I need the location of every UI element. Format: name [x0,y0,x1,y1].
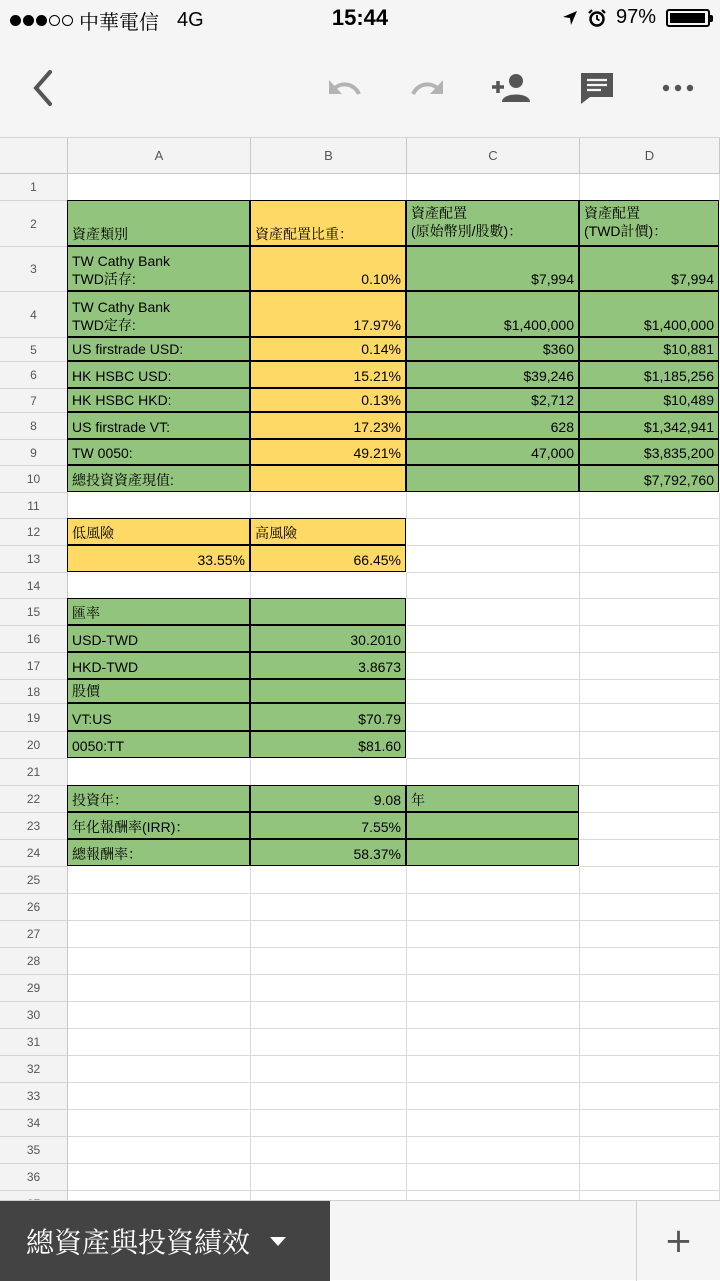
cell-b34[interactable] [251,1110,407,1137]
row-header-17[interactable]: 17 [0,653,68,680]
row-header-35[interactable]: 35 [0,1137,68,1164]
cell-a23[interactable]: 年化報酬率(IRR)： [67,812,250,839]
cell-c9[interactable]: 47,000 [406,439,579,465]
row-header-2[interactable]: 2 [0,201,68,247]
row-header-34[interactable]: 34 [0,1110,68,1137]
cell-c10[interactable] [406,465,579,492]
cell-d19[interactable] [580,704,720,732]
cell-c16[interactable] [407,626,580,653]
cell-a35[interactable] [68,1137,251,1164]
cell-d29[interactable] [580,975,720,1002]
cell-c5[interactable]: $360 [406,337,579,361]
cell-c20[interactable] [407,732,580,759]
active-sheet-tab[interactable] [0,1201,330,1281]
alarm-clock-icon [588,9,606,27]
clock: 15:44 [331,5,389,30]
cell-c34[interactable] [407,1110,580,1137]
row-header-5[interactable]: 5 [0,338,68,362]
row-header-21[interactable]: 21 [0,759,68,786]
redo-button[interactable] [402,58,452,118]
more-options-button[interactable] [652,58,704,118]
cell-a20[interactable]: 0050:TT [67,731,250,758]
row-header-29[interactable]: 29 [0,975,68,1002]
cell-b18[interactable] [250,679,406,703]
cell-a16[interactable]: USD-TWD [67,625,250,652]
cell-a24[interactable]: 總報酬率： [67,839,250,866]
row-header-32[interactable]: 32 [0,1056,68,1083]
cell-c33[interactable] [407,1083,580,1110]
cell-d20[interactable] [580,732,720,759]
row-header-28[interactable]: 28 [0,948,68,975]
comment-icon [578,70,616,106]
cell-b6[interactable]: 15.21% [250,361,406,388]
status-right [562,6,710,29]
cell-a25[interactable] [68,867,251,894]
cell-c7[interactable]: $2,712 [406,388,579,412]
cell-d31[interactable] [580,1029,720,1056]
cell-c21[interactable] [407,759,580,786]
cell-a30[interactable] [68,1002,251,1029]
cell-a27[interactable] [68,921,251,948]
cell-d21[interactable] [580,759,720,786]
cell-d5[interactable]: $10,881 [579,337,719,361]
cell-b20[interactable]: $81.60 [250,731,406,758]
cell-b12[interactable]: 高風險 [250,518,406,545]
cell-b15[interactable] [250,598,406,625]
cell-b25[interactable] [251,867,407,894]
row-header-33[interactable]: 33 [0,1083,68,1110]
status-bar [0,0,720,38]
row-header-11[interactable]: 11 [0,493,68,519]
cell-b33[interactable] [251,1083,407,1110]
cell-a29[interactable] [68,975,251,1002]
column-header-c[interactable]: C [407,138,580,174]
cell-d26[interactable] [580,894,720,921]
cell-c1[interactable] [407,174,580,201]
battery-icon [666,9,710,27]
column-header-d[interactable]: D [580,138,720,174]
cell-c8[interactable]: 628 [406,412,579,439]
undo-icon [325,76,365,100]
row-header-31[interactable]: 31 [0,1029,68,1056]
cell-b21[interactable] [251,759,407,786]
cell-a8[interactable]: US firstrade VT: [67,412,250,439]
row-header-10[interactable]: 10 [0,466,68,493]
row-header-1[interactable]: 1 [0,174,68,201]
add-person-icon [490,72,532,104]
cell-c19[interactable] [407,704,580,732]
row-header-13[interactable]: 13 [0,546,68,573]
cell-b7[interactable]: 0.13% [250,388,406,412]
cell-c23[interactable] [406,812,579,839]
cell-d24[interactable] [580,840,720,867]
cell-c26[interactable] [407,894,580,921]
header-asset-type[interactable]: 資產類別 [67,200,250,246]
cell-c35[interactable] [407,1137,580,1164]
cell-a1[interactable] [68,174,251,201]
row-header-16[interactable]: 16 [0,626,68,653]
sheets-toolbar [0,38,720,138]
cell-a21[interactable] [68,759,251,786]
cell-b16[interactable]: 30.2010 [250,625,406,652]
cell-a6[interactable]: HK HSBC USD: [67,361,250,388]
cell-d18[interactable] [580,680,720,704]
cell-d3[interactable]: $7,994 [579,246,719,291]
cell-b3[interactable]: 0.10% [250,246,406,291]
cell-a10[interactable]: 總投資資產現值: [67,465,250,492]
row-header-7[interactable]: 7 [0,389,68,413]
row-header-22[interactable]: 22 [0,786,68,813]
cell-d16[interactable] [580,626,720,653]
cell-d4[interactable]: $1,400,000 [579,291,719,337]
cell-d35[interactable] [580,1137,720,1164]
cell-b8[interactable]: 17.23% [250,412,406,439]
cell-d13[interactable] [580,546,720,573]
cell-d27[interactable] [580,921,720,948]
header-original-amount[interactable]: 資產配置 (原始幣別/股數)： [406,200,579,246]
cell-c11[interactable] [407,493,580,519]
cell-b26[interactable] [251,894,407,921]
cell-a9[interactable]: TW 0050: [67,439,250,465]
row-header-27[interactable]: 27 [0,921,68,948]
row-header-6[interactable]: 6 [0,362,68,389]
row-header-19[interactable]: 19 [0,704,68,732]
cell-d7[interactable]: $10,489 [579,388,719,412]
cell-c24[interactable] [406,839,579,866]
cell-d14[interactable] [580,573,720,599]
cell-c27[interactable] [407,921,580,948]
cell-a31[interactable] [68,1029,251,1056]
row-header-20[interactable]: 20 [0,732,68,759]
row-header-30[interactable]: 30 [0,1002,68,1029]
cell-b10[interactable] [250,465,406,492]
row-header-15[interactable]: 15 [0,599,68,626]
column-header-a[interactable]: A [68,138,251,174]
cell-d22[interactable] [580,786,720,813]
cell-b5[interactable]: 0.14% [250,337,406,361]
cell-b1[interactable] [251,174,407,201]
cell-a12[interactable]: 低風險 [67,518,250,545]
cell-d10[interactable]: $7,792,760 [579,465,719,492]
cell-a7[interactable]: HK HSBC HKD: [67,388,250,412]
header-allocation-ratio[interactable]: 資產配置比重： [250,200,406,246]
cell-b29[interactable] [251,975,407,1002]
row-header-12[interactable]: 12 [0,519,68,546]
cell-a32[interactable] [68,1056,251,1083]
cell-a22[interactable]: 投資年： [67,785,250,812]
cell-b24[interactable]: 58.37% [250,839,406,866]
cell-a17[interactable]: HKD-TWD [67,652,250,679]
cell-d33[interactable] [580,1083,720,1110]
cell-c6[interactable]: $39,246 [406,361,579,388]
cell-b11[interactable] [251,493,407,519]
cell-c3[interactable]: $7,994 [406,246,579,291]
chevron-down-icon [270,1237,286,1246]
cell-c32[interactable] [407,1056,580,1083]
cell-d8[interactable]: $1,342,941 [579,412,719,439]
cell-a15[interactable]: 匯率 [67,598,250,625]
column-header-b[interactable]: B [251,138,407,174]
cell-a14[interactable] [68,573,251,599]
cell-c18[interactable] [407,680,580,704]
cell-c4[interactable]: $1,400,000 [406,291,579,337]
cell-a28[interactable] [68,948,251,975]
cell-b28[interactable] [251,948,407,975]
cell-c31[interactable] [407,1029,580,1056]
cell-b22[interactable]: 9.08 [250,785,406,812]
row-header-23[interactable]: 23 [0,813,68,840]
spreadsheet-grid[interactable] [0,138,720,1200]
cell-b13[interactable]: 66.45% [250,545,406,572]
carrier-name: 中華電信 [79,12,159,34]
row-header-8[interactable]: 8 [0,413,68,440]
cell-c25[interactable] [407,867,580,894]
cell-c22[interactable]: 年 [406,785,579,812]
cell-b19[interactable]: $70.79 [250,703,406,731]
cell-b36[interactable] [251,1164,407,1191]
cell-d30[interactable] [580,1002,720,1029]
cell-a18[interactable]: 股價 [67,679,250,703]
cell-d9[interactable]: $3,835,200 [579,439,719,465]
add-sheet-button[interactable]: + [664,1221,693,1261]
cell-d12[interactable] [580,519,720,546]
cell-a34[interactable] [68,1110,251,1137]
cell-b4[interactable]: 17.97% [250,291,406,337]
cell-c36[interactable] [407,1164,580,1191]
cell-b14[interactable] [251,573,407,599]
battery-percent: 97% [615,6,656,28]
cell-a4[interactable]: TW Cathy Bank TWD定存: [67,291,250,337]
row-header-3[interactable]: 3 [0,247,68,292]
location-arrow-icon [562,10,578,26]
cell-d17[interactable] [580,653,720,680]
cell-a5[interactable]: US firstrade USD: [67,337,250,361]
row-header-18[interactable]: 18 [0,680,68,704]
cell-c30[interactable] [407,1002,580,1029]
cell-c28[interactable] [407,948,580,975]
cell-c13[interactable] [407,546,580,573]
back-button[interactable] [18,58,68,118]
cell-d34[interactable] [580,1110,720,1137]
cell-d32[interactable] [580,1056,720,1083]
cell-d11[interactable] [580,493,720,519]
undo-button[interactable] [320,58,370,118]
row-header-9[interactable]: 9 [0,440,68,466]
cell-a3[interactable]: TW Cathy Bank TWD活存: [67,246,250,291]
row-header-4[interactable]: 4 [0,292,68,338]
cell-b27[interactable] [251,921,407,948]
row-header-24[interactable]: 24 [0,840,68,867]
row-header-36[interactable]: 36 [0,1164,68,1191]
cell-d23[interactable] [580,813,720,840]
cell-d1[interactable] [580,174,720,201]
cell-c17[interactable] [407,653,580,680]
cell-d15[interactable] [580,599,720,626]
cell-a26[interactable] [68,894,251,921]
row-header-25[interactable]: 25 [0,867,68,894]
cell-a13[interactable]: 33.55% [67,545,250,572]
sheet-tab-name: 總資產與投資績效 [26,1226,251,1259]
cell-a11[interactable] [68,493,251,519]
cell-b17[interactable]: 3.8673 [250,652,406,679]
row-header-26[interactable]: 26 [0,894,68,921]
cell-c12[interactable] [407,519,580,546]
comments-button[interactable] [572,58,622,118]
share-button[interactable] [486,58,536,118]
cell-d36[interactable] [580,1164,720,1191]
cell-c15[interactable] [407,599,580,626]
cell-b9[interactable]: 49.21% [250,439,406,465]
cell-b31[interactable] [251,1029,407,1056]
cell-b32[interactable] [251,1056,407,1083]
sheet-tab-bar [0,1200,720,1280]
network-type: 4G [177,9,204,31]
cell-d28[interactable] [580,948,720,975]
header-twd-amount[interactable]: 資產配置 (TWD計價)： [579,200,719,246]
cell-d6[interactable]: $1,185,256 [579,361,719,388]
cell-c14[interactable] [407,573,580,599]
cell-d25[interactable] [580,867,720,894]
redo-icon [407,76,447,100]
cell-b35[interactable] [251,1137,407,1164]
more-horizontal-icon [662,84,694,92]
back-arrow-icon [28,68,58,108]
cell-b23[interactable]: 7.55% [250,812,406,839]
cell-a19[interactable]: VT:US [67,703,250,731]
cell-a36[interactable] [68,1164,251,1191]
select-all-corner[interactable] [0,138,68,174]
cell-b30[interactable] [251,1002,407,1029]
row-header-14[interactable]: 14 [0,573,68,599]
cell-c29[interactable] [407,975,580,1002]
cell-a33[interactable] [68,1083,251,1110]
